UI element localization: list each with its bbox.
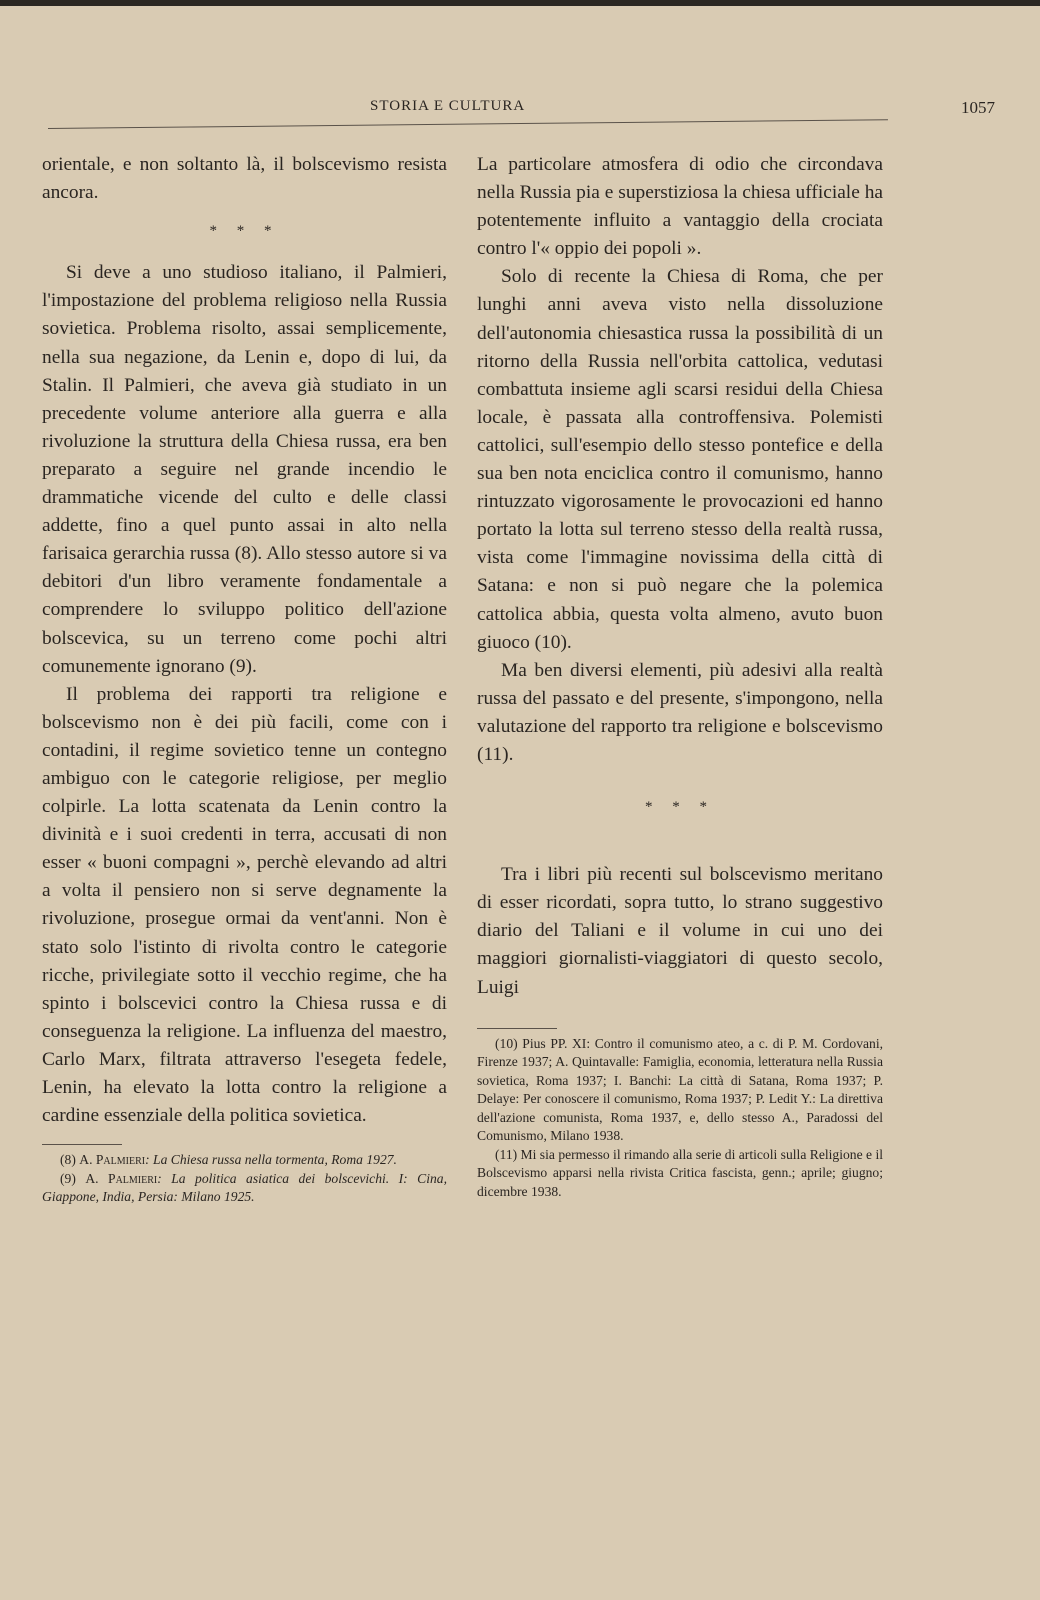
- left-footnotes: [42, 1151, 447, 1207]
- footnote-8-author: A. Palmieri: [79, 1152, 146, 1168]
- right-paragraph-2: Solo di recente la Chiesa di Roma, che per lunghi anni aveva visto nella dissoluzione dell'autonomia chiesastica russa la possibilità di un ritorno della Russia nell'orbita cattolica, vedutasi combattuta insieme agli scarsi residui della Chiesa locale, è passata alla controffensiva. Polemisti cattolici, sull'esempio dello stesso pontefice e della sua ben nota enciclica contro il comunismo, hanno rintuzzato vigorosamente le provocazioni ed hanno portato la lotta sul terreno stesso della realtà russa, vista come l'immagine novissima della città di Satana: e non si può negare che la polemica cattolica abbia, questa volta almeno, avuto buon giuoco (10).: [477, 266, 883, 653]
- right-column: [477, 151, 883, 1201]
- footnote-9-author: A. Palmieri: [85, 1170, 158, 1186]
- left-paragraph-1: orientale, e non soltanto là, il bolscevismo resista ancora.: [42, 154, 447, 204]
- left-paragraph-2: Si deve a uno studioso italiano, il Palmieri, l'impostazione del problema religioso nella Russia sovietica. Problema risolto, assai semplicemente, nella sua negazione, da Lenin e, dopo di lui, da Stalin. Il Palmieri, che aveva già studiato in un precedente volume anteriore alla guerra e alla rivoluzione la struttura della Chiesa russa, era ben preparato a seguire nel grande incendio le drammatiche vicende del culto e delle classi addette, fino a quel punto assai in alto nella farisaica gerarchia russa (8). Allo stesso autore si va debitori d'un libro veramente fondamentale a comprendere lo sviluppo politico dell'azione bolscevica, su un terreno come pochi altri comunemente ignorano (9).: [42, 262, 447, 677]
- footnote-8: (8) A. Palmieri: La Chiesa russa nella tormenta, Roma 1927.: [60, 1152, 397, 1168]
- footnote-8-text: : La Chiesa russa nella tormenta, Roma 1927.: [145, 1152, 397, 1168]
- left-paragraph-3: Il problema dei rapporti tra religione e bolscevismo non è dei più facili, come con i contadini, il regime sovietico tenne un contegno ambiguo con le categorie religiose, per meglio colpirle. La lotta scatenata da Lenin contro la divinità e i suoi credenti in terra, accusati di non esser « buoni compagni », perchè elevando ad altri a volta il pensiero non si serve degnamente la rivoluzione, prosegue ormai da vent'anni. Non è stato solo l'istinto di rivolta contro le categorie ricche, privilegiate sotto il vecchio regime, che ha spinto i bolscevici contro la Chiesa russa e di conseguenza la religione. La influenza del maestro, Carlo Marx, filtrata attraverso l'esegeta fedele, Lenin, ha elevato la lotta contro la religione a cardine essenziale della politica sovietica.: [42, 683, 447, 1127]
- right-paragraph-1: La particolare atmosfera di odio che circondava nella Russia pia e superstiziosa la chiesa ufficiale ha potentemente influito a vantaggio della crociata contro l'« oppio dei popoli ».: [477, 154, 883, 260]
- book-page: [0, 6, 1040, 1600]
- footnote-rule: [42, 1144, 122, 1145]
- right-paragraph-4: Tra i libri più recenti sul bolscevismo meritano di esser ricordati, sopra tutto, lo strano suggestivo diario del Taliani e il volume in cui uno dei maggiori giornalisti-viaggiatori di questo secolo, Luigi: [477, 864, 883, 998]
- footnote-9-text: : La politica asiatica dei bolscevichi. I: Cina, Giappone, India, Persia: Milano 1925.: [42, 1170, 447, 1205]
- footnote-9: (9) A. Palmieri: La politica asiatica dei bolscevichi. I: Cina, Giappone, India, Persia: Milano 1925.: [42, 1170, 447, 1205]
- footnote-10: (10) Pius PP. XI: Contro il comunismo ateo, a c. di P. M. Cordovani, Firenze 1937; A. Quintavalle: Famiglia, economia, letteratura nella Russia sovietica, Roma 1937; I. Banchi: La città di Satana, Roma 1937; P. Delaye: Per conoscere il comunismo, Roma 1937; P. Ledit Y.: La direttiva dell'azione comunista, Roma 1937, e, dello stesso A., Paradossi del Comunismo, Milano 1938.: [477, 1035, 883, 1144]
- section-separator: * * *: [645, 799, 715, 816]
- right-paragraph-3: Ma ben diversi elementi, più adesivi alla realtà russa del passato e del presente, s'impongono, nella valutazione del rapporto tra religione e bolscevismo (11).: [477, 659, 883, 765]
- section-separator: * * *: [209, 223, 280, 240]
- footnote-11: (11) Mi sia permesso il rimando alla serie di articoli sulla Religione e il Bolscevismo apparsi nella rivista Critica fascista, genn.; aprile; giugno; dicembre 1938.: [477, 1146, 883, 1199]
- page-number: 1057: [961, 98, 995, 117]
- running-head: [40, 98, 995, 120]
- right-footnotes: [477, 1035, 883, 1202]
- footnote-rule: [477, 1028, 557, 1029]
- section-title: STORIA E CULTURA: [370, 98, 526, 114]
- header-rule: [48, 119, 888, 129]
- left-column: [42, 151, 447, 1207]
